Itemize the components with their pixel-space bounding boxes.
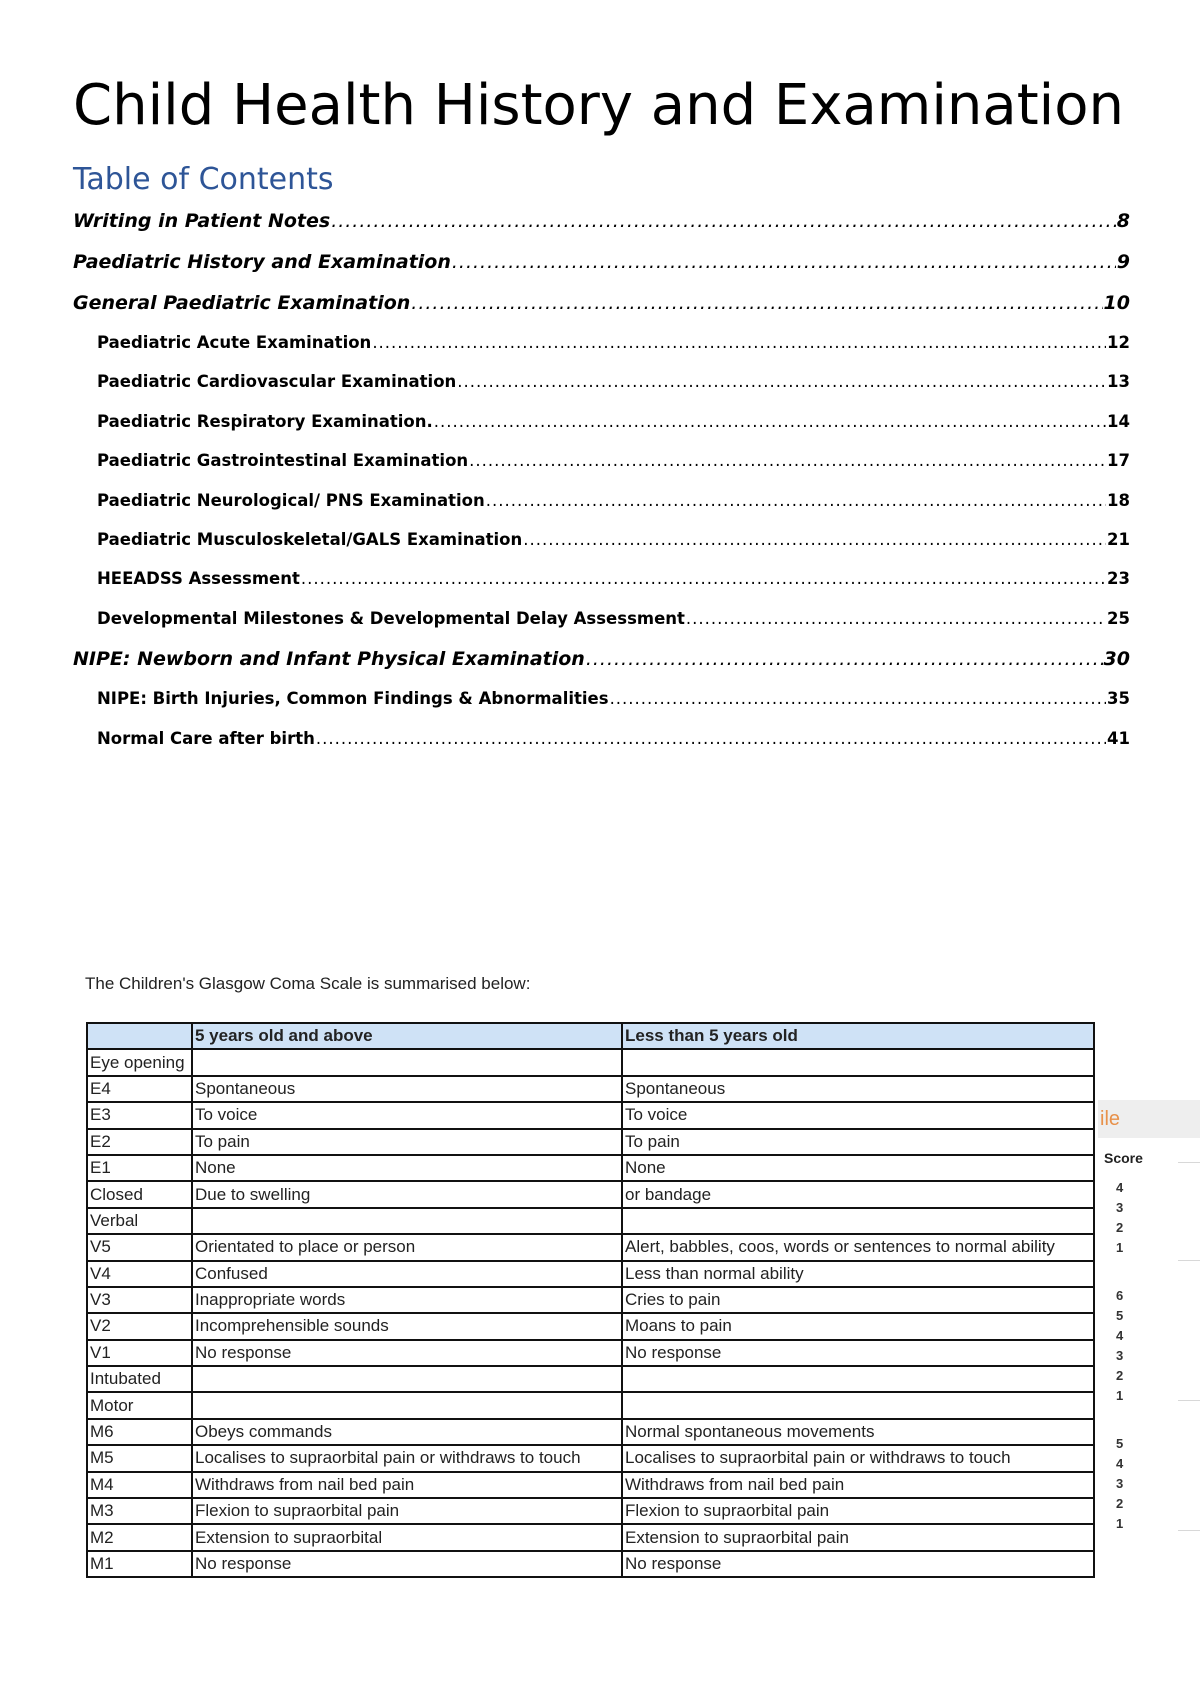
table-row — [87, 1208, 1094, 1234]
toc-entry-label: Paediatric Cardiovascular Examination — [97, 372, 457, 392]
toc-entry-label: Paediatric Acute Examination — [97, 333, 372, 352]
table-cell: None — [622, 1155, 1094, 1181]
table-row — [87, 1261, 1094, 1287]
toc-entry-label: Paediatric Gastrointestinal Examination — [97, 451, 469, 471]
table-row — [87, 1392, 1094, 1418]
table-cell: M4 — [87, 1472, 192, 1498]
table-cell: Extension to supraorbital pain — [622, 1524, 1094, 1550]
side-panel-title: ile — [1100, 1108, 1121, 1130]
table-cell — [192, 1366, 622, 1392]
table-cell: Verbal — [87, 1208, 192, 1234]
toc-entry-page: 18 — [1107, 490, 1130, 510]
table-row — [87, 1155, 1094, 1181]
toc-heading: Table of Contents — [73, 162, 334, 197]
toc-entry-page: 23 — [1107, 569, 1130, 589]
scale-side-panel — [1098, 1100, 1200, 1540]
table-cell: Confused — [192, 1261, 622, 1287]
side-panel-score-number: 2 — [1116, 1220, 1124, 1235]
table-cell: To voice — [192, 1102, 622, 1128]
side-panel-score-number: 3 — [1116, 1476, 1124, 1491]
table-cell: No response — [192, 1551, 622, 1577]
table-cell: Incomprehensible sounds — [192, 1313, 622, 1339]
toc-leader-dots — [452, 251, 1116, 273]
toc-leader-dots — [411, 292, 1102, 314]
toc-entry[interactable] — [73, 412, 1130, 451]
toc-entry[interactable] — [73, 210, 1130, 251]
table-cell: Extension to supraorbital — [192, 1524, 622, 1550]
toc-leader-dots — [434, 412, 1106, 431]
table-cell — [192, 1392, 622, 1418]
toc-entry-label: NIPE: Birth Injuries, Common Findings & Abnormalities — [97, 689, 609, 709]
side-panel-score-number: 3 — [1116, 1348, 1124, 1363]
toc-entry-page: 30 — [1103, 648, 1130, 671]
toc-entry[interactable] — [73, 491, 1130, 530]
toc-entry-label: Developmental Milestones & Developmental Delay Assessment — [97, 608, 685, 628]
toc-leader-dots — [686, 609, 1106, 628]
toc-entry-label: Paediatric Respiratory Examination. — [97, 411, 433, 431]
table-row — [87, 1472, 1094, 1498]
table-cell: V2 — [87, 1313, 192, 1339]
toc-entry[interactable] — [73, 569, 1130, 608]
table-row — [87, 1129, 1094, 1155]
toc-entry-page: 41 — [1107, 728, 1130, 748]
toc-entry-label: Paediatric Neurological/ PNS Examination — [97, 490, 485, 510]
toc-entry[interactable] — [73, 333, 1130, 372]
table-cell: Orientated to place or person — [192, 1234, 622, 1260]
toc-leader-dots — [486, 491, 1106, 510]
table-of-contents — [73, 210, 1130, 768]
table-row — [87, 1340, 1094, 1366]
table-cell: Localises to supraorbital pain or withdraws to touch — [192, 1445, 622, 1471]
toc-entry[interactable] — [73, 689, 1130, 728]
table-cell: Withdraws from nail bed pain — [622, 1472, 1094, 1498]
table-cell: No response — [192, 1340, 622, 1366]
side-panel-score-number: 1 — [1116, 1240, 1124, 1255]
gcs-header-cell: Less than 5 years old — [622, 1023, 1094, 1049]
toc-entry-label: Normal Care after birth — [97, 728, 315, 748]
table-cell: or bandage — [622, 1181, 1094, 1207]
toc-leader-dots — [457, 372, 1106, 391]
side-panel-score-number: 4 — [1116, 1456, 1124, 1471]
toc-entry-page: 14 — [1107, 411, 1130, 431]
table-cell: E3 — [87, 1102, 192, 1128]
side-panel-divider — [1178, 1400, 1200, 1401]
toc-entry-page: 25 — [1107, 608, 1130, 628]
table-cell: Motor — [87, 1392, 192, 1418]
toc-entry-page: 13 — [1107, 372, 1130, 392]
table-cell: Alert, babbles, coos, words or sentences to normal ability — [622, 1234, 1094, 1260]
table-cell: E4 — [87, 1076, 192, 1102]
gcs-header-cell — [87, 1023, 192, 1049]
table-cell: Flexion to supraorbital pain — [622, 1498, 1094, 1524]
toc-entry[interactable] — [73, 451, 1130, 490]
table-cell: V3 — [87, 1287, 192, 1313]
table-cell: M2 — [87, 1524, 192, 1550]
table-cell: Cries to pain — [622, 1287, 1094, 1313]
table-cell: V1 — [87, 1340, 192, 1366]
toc-entry-page: 12 — [1107, 333, 1130, 352]
side-panel-divider — [1178, 1162, 1200, 1163]
side-panel-divider — [1178, 1530, 1200, 1531]
table-cell: To pain — [622, 1129, 1094, 1155]
toc-entry-label: Paediatric Musculoskeletal/GALS Examination — [97, 529, 523, 549]
table-row — [87, 1551, 1094, 1577]
table-row — [87, 1524, 1094, 1550]
table-cell — [622, 1049, 1094, 1075]
table-cell: V5 — [87, 1234, 192, 1260]
toc-entry-page: 17 — [1107, 451, 1130, 471]
toc-entry[interactable] — [73, 292, 1130, 333]
table-cell — [192, 1049, 622, 1075]
table-cell: Moans to pain — [622, 1313, 1094, 1339]
side-panel-score-number: 4 — [1116, 1328, 1124, 1343]
toc-leader-dots — [610, 689, 1106, 708]
toc-leader-dots — [586, 648, 1103, 670]
table-row — [87, 1498, 1094, 1524]
table-cell: Less than normal ability — [622, 1261, 1094, 1287]
table-cell: No response — [622, 1551, 1094, 1577]
toc-leader-dots — [469, 451, 1106, 470]
side-panel-divider — [1178, 1260, 1200, 1261]
toc-leader-dots — [331, 210, 1116, 232]
side-panel-score-label: Score — [1104, 1150, 1143, 1166]
toc-entry-label: NIPE: Newborn and Infant Physical Examination — [73, 648, 585, 671]
toc-entry-label: HEEADSS Assessment — [97, 569, 300, 589]
side-panel-score-number: 4 — [1116, 1180, 1124, 1195]
side-panel-score-number: 1 — [1116, 1516, 1124, 1531]
side-panel-score-number: 6 — [1116, 1288, 1124, 1303]
gcs-header-cell: 5 years old and above — [192, 1023, 622, 1049]
table-row — [87, 1234, 1094, 1260]
table-cell: Flexion to supraorbital pain — [192, 1498, 622, 1524]
table-cell: M3 — [87, 1498, 192, 1524]
table-cell — [622, 1392, 1094, 1418]
toc-entry[interactable] — [73, 609, 1130, 648]
gcs-header-row — [87, 1023, 1094, 1049]
side-panel-score-number: 2 — [1116, 1496, 1124, 1511]
toc-entry[interactable] — [73, 729, 1130, 768]
table-cell: None — [192, 1155, 622, 1181]
toc-entry-label: Paediatric History and Examination — [73, 251, 451, 273]
side-panel-score-number: 5 — [1116, 1308, 1124, 1323]
toc-entry[interactable] — [73, 251, 1130, 292]
table-cell: Spontaneous — [622, 1076, 1094, 1102]
table-cell: No response — [622, 1340, 1094, 1366]
document-title: Child Health History and Examination — [73, 73, 1124, 138]
table-cell: M1 — [87, 1551, 192, 1577]
table-cell: Inappropriate words — [192, 1287, 622, 1313]
table-cell: Closed — [87, 1181, 192, 1207]
table-row — [87, 1419, 1094, 1445]
table-row — [87, 1181, 1094, 1207]
table-cell: Intubated — [87, 1366, 192, 1392]
toc-entry[interactable] — [73, 530, 1130, 569]
table-cell: E2 — [87, 1129, 192, 1155]
table-cell — [622, 1366, 1094, 1392]
table-cell: M5 — [87, 1445, 192, 1471]
table-cell: To pain — [192, 1129, 622, 1155]
table-row — [87, 1102, 1094, 1128]
table-cell: Withdraws from nail bed pain — [192, 1472, 622, 1498]
table-cell: Due to swelling — [192, 1181, 622, 1207]
toc-entry-page: 8 — [1116, 210, 1130, 232]
table-cell: Localises to supraorbital pain or withdraws to touch — [622, 1445, 1094, 1471]
table-row — [87, 1366, 1094, 1392]
table-row — [87, 1076, 1094, 1102]
toc-leader-dots — [523, 530, 1106, 549]
table-cell: Normal spontaneous movements — [622, 1419, 1094, 1445]
toc-leader-dots — [301, 569, 1106, 588]
table-row — [87, 1287, 1094, 1313]
table-cell: Obeys commands — [192, 1419, 622, 1445]
toc-entry-page: 9 — [1116, 251, 1130, 273]
table-row — [87, 1313, 1094, 1339]
table-cell: To voice — [622, 1102, 1094, 1128]
table-cell — [192, 1208, 622, 1234]
toc-entry-page: 35 — [1107, 689, 1130, 709]
toc-entry-label: Writing in Patient Notes — [73, 210, 331, 232]
toc-entry-page: 10 — [1103, 292, 1130, 314]
toc-leader-dots — [372, 333, 1106, 352]
toc-entry-label: General Paediatric Examination — [73, 292, 411, 314]
side-panel-score-number: 2 — [1116, 1368, 1124, 1383]
toc-entry[interactable] — [73, 648, 1130, 689]
toc-leader-dots — [316, 729, 1106, 748]
gcs-table — [86, 1022, 1095, 1578]
table-cell: V4 — [87, 1261, 192, 1287]
table-cell: Eye opening — [87, 1049, 192, 1075]
table-cell: M6 — [87, 1419, 192, 1445]
table-row — [87, 1049, 1094, 1075]
side-panel-score-number: 3 — [1116, 1200, 1124, 1215]
table-row — [87, 1445, 1094, 1471]
toc-entry-page: 21 — [1107, 529, 1130, 549]
side-panel-score-number: 5 — [1116, 1436, 1124, 1451]
table-cell: Spontaneous — [192, 1076, 622, 1102]
toc-entry[interactable] — [73, 372, 1130, 411]
table-cell: E1 — [87, 1155, 192, 1181]
side-panel-score-number: 1 — [1116, 1388, 1124, 1403]
table-cell — [622, 1208, 1094, 1234]
glasgow-coma-scale-figure — [80, 970, 1200, 1635]
gcs-caption: The Children's Glasgow Coma Scale is summarised below: — [85, 974, 531, 993]
